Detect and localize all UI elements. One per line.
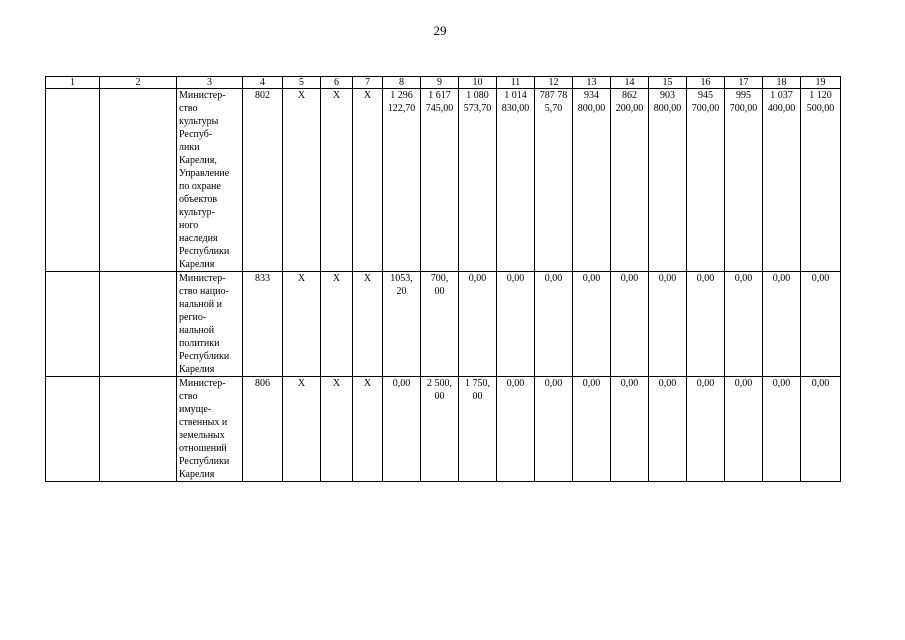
value-cell: [497, 377, 535, 482]
header-cell: 11: [497, 77, 535, 89]
value-cell: [649, 89, 687, 272]
value-cell: [421, 377, 459, 482]
value-cell: [497, 89, 535, 272]
value-line: 0,00: [392, 378, 411, 389]
owner-line: объектов: [179, 194, 218, 205]
cell-col1: [46, 377, 100, 482]
mark-cell: Х: [283, 377, 321, 482]
header-cell: 15: [649, 77, 687, 89]
value-cell: [649, 272, 687, 377]
header-cell: 8: [383, 77, 421, 89]
value-line: 934: [584, 90, 599, 101]
value-cell: [611, 377, 649, 482]
header-cell: 18: [763, 77, 801, 89]
value-cell: [725, 272, 763, 377]
value-cell: [801, 89, 841, 272]
header-cell: 16: [687, 77, 725, 89]
value-line: 1 750,: [465, 378, 490, 389]
value-cell: [687, 272, 725, 377]
budget-table: [45, 76, 841, 482]
cell-col1: [46, 89, 100, 272]
value-cell: [763, 272, 801, 377]
mark-cell: Х: [321, 377, 353, 482]
mark-cell: Х: [283, 272, 321, 377]
value-line: 0,00: [811, 378, 830, 389]
value-line: 830,00: [501, 103, 530, 114]
value-line: 0,00: [696, 378, 715, 389]
mark-cell: Х: [353, 89, 383, 272]
mark-cell: Х: [321, 272, 353, 377]
owner-line: ство: [179, 391, 198, 402]
value-cell: [421, 272, 459, 377]
owner-line: нальной и: [179, 299, 222, 310]
header-cell: 5: [283, 77, 321, 89]
code-cell: 833: [243, 272, 283, 377]
owner-line: имуще-: [179, 404, 212, 415]
owner-line: Республики: [179, 456, 230, 467]
table-row: [46, 377, 841, 482]
code-cell: 806: [243, 377, 283, 482]
mark-cell: Х: [353, 272, 383, 377]
table-row: [46, 272, 841, 377]
value-line: 0,00: [772, 378, 791, 389]
cell-col2: [100, 377, 177, 482]
mark-cell: Х: [353, 377, 383, 482]
owner-line: политики: [179, 338, 220, 349]
value-line: 0,00: [734, 378, 753, 389]
value-cell: [687, 89, 725, 272]
value-line: 700,00: [691, 103, 720, 114]
owner-line: отношений: [179, 443, 227, 454]
value-line: 1 296: [390, 90, 413, 101]
value-line: 20: [396, 286, 407, 297]
mark-cell: Х: [321, 89, 353, 272]
value-cell: [497, 272, 535, 377]
header-cell: 3: [177, 77, 243, 89]
owner-line: Республики: [179, 351, 230, 362]
header-cell: 6: [321, 77, 353, 89]
value-cell: [573, 272, 611, 377]
value-line: 5,70: [544, 103, 563, 114]
value-cell: [459, 377, 497, 482]
cell-col1: [46, 272, 100, 377]
value-cell: [383, 89, 421, 272]
value-cell: [535, 89, 573, 272]
owner-line: Респуб-: [179, 129, 213, 140]
code-cell: 802: [243, 89, 283, 272]
value-cell: [459, 272, 497, 377]
value-line: 00: [434, 391, 445, 402]
value-line: 1 080: [466, 90, 489, 101]
value-cell: [535, 272, 573, 377]
cell-col2: [100, 272, 177, 377]
value-line: 800,00: [577, 103, 606, 114]
value-line: 0,00: [506, 378, 525, 389]
value-line: 800,00: [653, 103, 682, 114]
owner-line: Карелия: [179, 259, 215, 270]
value-line: 745,00: [425, 103, 454, 114]
owner-line: Министер-: [179, 90, 226, 101]
responsible-executor-cell: [177, 272, 243, 377]
value-line: 0,00: [620, 273, 639, 284]
owner-line: наследия: [179, 233, 218, 244]
responsible-executor-cell: [177, 377, 243, 482]
value-cell: [573, 377, 611, 482]
value-line: 0,00: [734, 273, 753, 284]
owner-line: лики: [179, 142, 200, 153]
header-cell: 7: [353, 77, 383, 89]
value-line: 995: [736, 90, 751, 101]
value-cell: [383, 377, 421, 482]
header-cell: 12: [535, 77, 573, 89]
value-line: 700,00: [729, 103, 758, 114]
owner-line: ство нацио-: [179, 286, 229, 297]
value-line: 0,00: [772, 273, 791, 284]
page-number: 29: [433, 23, 447, 38]
cell-col2: [100, 89, 177, 272]
value-cell: [725, 377, 763, 482]
header-cell: 13: [573, 77, 611, 89]
value-line: 0,00: [582, 273, 601, 284]
header-cell: 14: [611, 77, 649, 89]
value-cell: [459, 89, 497, 272]
value-line: 787 78: [539, 90, 568, 101]
owner-line: ственных и: [179, 417, 228, 428]
owner-line: ство: [179, 103, 198, 114]
value-cell: [383, 272, 421, 377]
value-line: 0,00: [658, 378, 677, 389]
owner-line: Карелия,: [179, 155, 217, 166]
value-line: 0,00: [582, 378, 601, 389]
value-cell: [725, 89, 763, 272]
value-cell: [573, 89, 611, 272]
mark-cell: Х: [283, 89, 321, 272]
owner-line: Карелия: [179, 469, 215, 480]
value-line: 0,00: [468, 273, 487, 284]
owner-line: культур-: [179, 207, 216, 218]
value-line: 2 500,: [427, 378, 452, 389]
value-line: 0,00: [620, 378, 639, 389]
value-cell: [801, 377, 841, 482]
value-line: 0,00: [811, 273, 830, 284]
value-cell: [611, 89, 649, 272]
header-cell: 19: [801, 77, 841, 89]
value-line: 200,00: [615, 103, 644, 114]
owner-line: Министер-: [179, 273, 226, 284]
value-line: 400,00: [767, 103, 796, 114]
value-cell: [801, 272, 841, 377]
value-cell: [763, 377, 801, 482]
owner-line: Управление: [179, 168, 230, 179]
owner-line: Республики: [179, 246, 230, 257]
value-cell: [763, 89, 801, 272]
table-header-row: [46, 77, 841, 89]
value-line: 0,00: [658, 273, 677, 284]
header-cell: 17: [725, 77, 763, 89]
responsible-executor-cell: [177, 89, 243, 272]
value-cell: [611, 272, 649, 377]
value-line: 0,00: [544, 273, 563, 284]
header-cell: 10: [459, 77, 497, 89]
value-line: 903: [660, 90, 675, 101]
value-line: 573,70: [463, 103, 492, 114]
value-cell: [535, 377, 573, 482]
owner-line: нальной: [179, 325, 215, 336]
value-line: 122,70: [387, 103, 416, 114]
value-line: 1 037: [770, 90, 793, 101]
value-line: 0,00: [696, 273, 715, 284]
owner-line: Карелия: [179, 364, 215, 375]
value-line: 700,: [430, 273, 449, 284]
owner-line: Министер-: [179, 378, 226, 389]
value-line: 0,00: [506, 273, 525, 284]
value-line: 1 014: [504, 90, 527, 101]
header-cell: 2: [100, 77, 177, 89]
table-row: [46, 89, 841, 272]
owner-line: регио-: [179, 312, 207, 323]
owner-line: по охране: [179, 181, 221, 192]
owner-line: земельных: [179, 430, 225, 441]
value-cell: [421, 89, 459, 272]
value-line: 00: [472, 391, 483, 402]
value-cell: [687, 377, 725, 482]
value-line: 1 120: [809, 90, 832, 101]
value-line: 1 617: [428, 90, 451, 101]
value-line: 0,00: [544, 378, 563, 389]
header-cell: 4: [243, 77, 283, 89]
value-line: 500,00: [806, 103, 835, 114]
value-line: 862: [622, 90, 637, 101]
value-line: 1053,: [390, 273, 413, 284]
owner-line: культуры: [179, 116, 219, 127]
header-cell: 9: [421, 77, 459, 89]
value-cell: [649, 377, 687, 482]
header-cell: 1: [46, 77, 100, 89]
value-line: 00: [434, 286, 445, 297]
value-line: 945: [698, 90, 713, 101]
owner-line: ного: [179, 220, 199, 231]
